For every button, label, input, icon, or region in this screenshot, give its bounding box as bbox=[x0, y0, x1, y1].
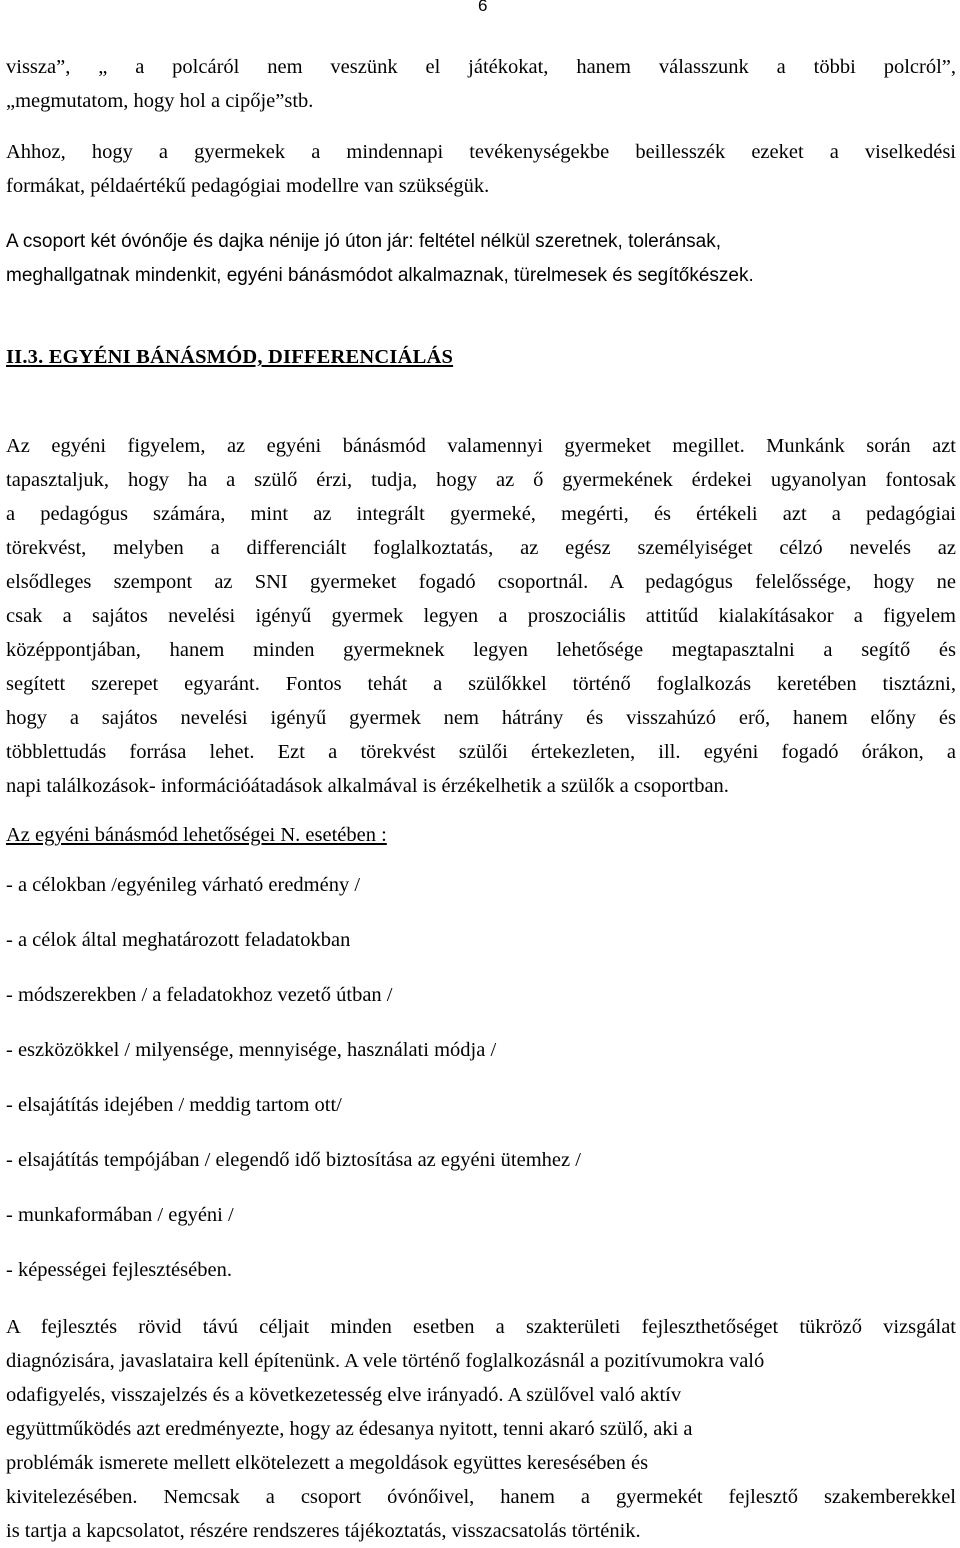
paragraph-line: problémák ismerete mellett elkötelezett a megoldások együttes keresésében és bbox=[6, 1452, 649, 1474]
paragraph-line: segített szerepet egyaránt. Fontos tehát a szülőkkel történő foglalkozás keretében tisztázni, bbox=[6, 673, 956, 695]
paragraph-line: kivitelezésében. Nemcsak a csoport óvónőivel, hanem a gyermekét fejlesztő szakemberekkel bbox=[6, 1486, 956, 1508]
paragraph-line: elsődleges szempont az SNI gyermeket fogadó csoportnál. A pedagógus felelőssége, hogy ne bbox=[6, 571, 956, 593]
paragraph-line: vissza”, „ a polcáról nem veszünk el játékokat, hanem válasszunk a többi polcról”, bbox=[6, 56, 956, 78]
paragraph-4 bbox=[6, 429, 956, 803]
paragraph-line: odafigyelés, visszajelzés és a következetesség elve irányadó. A szülővel való aktív bbox=[6, 1384, 682, 1406]
section-heading: II.3. EGYÉNI BÁNÁSMÓD, DIFFERENCIÁLÁS bbox=[6, 346, 454, 368]
list-item: - elsajátítás tempójában / elegendő idő biztosítása az egyéni ütemhez / bbox=[6, 1149, 581, 1171]
list-title: Az egyéni bánásmód lehetőségei N. esetében : bbox=[6, 824, 387, 846]
paragraph-line: Az egyéni figyelem, az egyéni bánásmód valamennyi gyermeket megillet. Munkánk során azt bbox=[6, 435, 956, 457]
paragraph-line: csak a sajátos nevelési igényű gyermek legyen a proszociális attitűd kialakításakor a figyelem bbox=[6, 605, 956, 627]
paragraph-line: Ahhoz, hogy a gyermekek a mindennapi tevékenységekbe beillesszék ezeket a viselkedési bbox=[6, 141, 956, 163]
paragraph-line: középpontjában, hanem minden gyermeknek legyen lehetősége megtapasztalni a segítő és bbox=[6, 639, 956, 661]
paragraph-line: A fejlesztés rövid távú céljait minden esetben a szakterületi fejleszthetőséget tükröző vizsgálat bbox=[6, 1316, 956, 1338]
paragraph-line: a pedagógus számára, mint az integrált gyermeké, megérti, és értékeli azt a pedagógiai bbox=[6, 503, 956, 525]
paragraph-2 bbox=[6, 135, 956, 203]
page-number: 6 bbox=[478, 0, 488, 15]
list-item: - eszközökkel / milyensége, mennyisége, használati módja / bbox=[6, 1039, 497, 1061]
paragraph-line: meghallgatnak mindenkit, egyéni bánásmódot alkalmaznak, türelmesek és segítőkészek. bbox=[6, 265, 754, 286]
paragraph-line: napi találkozások- információátadások alkalmával is érzékelhetik a szülők a csoportban. bbox=[6, 775, 729, 797]
paragraph-line: hogy a sajátos nevelési igényű gyermek nem hátrány és visszahúzó erő, hanem előny és bbox=[6, 707, 956, 729]
paragraph-line: törekvést, melyben a differenciált foglalkoztatás, az egész személyiséget célzó nevelés az bbox=[6, 537, 956, 559]
list-item: - képességei fejlesztésében. bbox=[6, 1259, 232, 1281]
paragraph-3 bbox=[6, 225, 956, 293]
list-item: - a célok által meghatározott feladatokban bbox=[6, 929, 351, 951]
paragraph-line: tapasztaljuk, hogy ha a szülő érzi, tudja, hogy az ő gyermekének érdekei ugyanolyan fontosak bbox=[6, 469, 956, 491]
paragraph-line: diagnózisára, javaslataira kell építenünk. A vele történő foglalkozásnál a pozitívumokra való bbox=[6, 1350, 765, 1372]
list-item: - a célokban /egyénileg várható eredmény / bbox=[6, 874, 361, 896]
list-title-block bbox=[6, 818, 956, 852]
paragraph-line: „megmutatom, hogy hol a cipője”stb. bbox=[6, 90, 314, 112]
list-item: - módszerekben / a feladatokhoz vezető útban / bbox=[6, 984, 393, 1006]
paragraph-line: többlettudás forrása lehet. Ezt a törekvést szülői értekezleten, ill. egyéni fogadó órákon, a bbox=[6, 741, 956, 763]
list-item: - elsajátítás idejében / meddig tartom ott/ bbox=[6, 1094, 342, 1116]
list-item: - munkaformában / egyéni / bbox=[6, 1204, 234, 1226]
paragraph-1 bbox=[6, 50, 956, 118]
paragraph-line: is tartja a kapcsolatot, részére rendszeres tájékoztatás, visszacsatolás történik. bbox=[6, 1520, 641, 1542]
paragraph-5 bbox=[6, 1310, 956, 1548]
paragraph-line: A csoport két óvónője és dajka nénije jó úton jár: feltétel nélkül szeretnek, toleránsak, bbox=[6, 231, 722, 252]
paragraph-line: formákat, példaértékű pedagógiai modellre van szükségük. bbox=[6, 175, 490, 197]
paragraph-line: együttműködés azt eredményezte, hogy az édesanya nyitott, tenni akaró szülő, aki a bbox=[6, 1418, 693, 1440]
section-heading-block bbox=[6, 340, 956, 374]
